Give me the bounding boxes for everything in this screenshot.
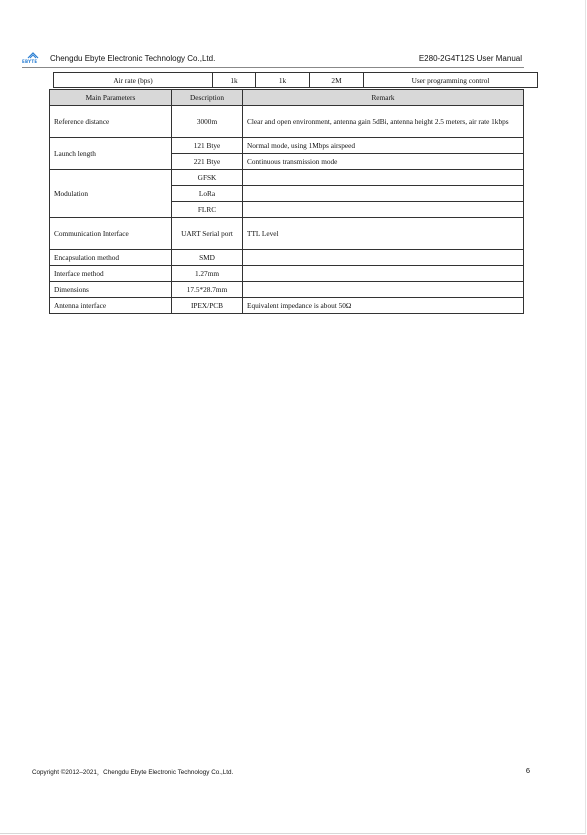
manual-title: E280-2G4T12S User Manual	[418, 54, 522, 63]
air-rate-value: 1k	[256, 73, 310, 88]
param-value: LoRa	[172, 186, 243, 202]
param-value: 1.27mm	[172, 266, 243, 282]
ebyte-logo	[22, 52, 44, 66]
param-label: Reference distance	[50, 106, 172, 138]
table-row	[50, 106, 524, 138]
param-label: Modulation	[50, 170, 172, 218]
column-header: Remark	[243, 90, 524, 106]
air-rate-remark: User programming control	[364, 73, 538, 88]
param-label: Communication Interface	[50, 218, 172, 250]
column-header: Description	[172, 90, 243, 106]
logo-text: EBYTE	[22, 59, 38, 64]
param-value: FLRC	[172, 202, 243, 218]
param-label: Interface method	[50, 266, 172, 282]
page-number: 6	[525, 766, 530, 775]
table-row	[50, 170, 524, 186]
table-row	[50, 218, 524, 250]
table-row	[50, 138, 524, 154]
ebyte-logo-icon	[27, 52, 39, 59]
param-value: UART Serial port	[172, 218, 243, 250]
param-value: 221 Btye	[172, 154, 243, 170]
param-remark: Equivalent impedance is about 50Ω	[243, 298, 524, 314]
param-label: Dimensions	[50, 282, 172, 298]
param-value: 3000m	[172, 106, 243, 138]
param-remark	[243, 266, 524, 282]
param-remark	[243, 170, 524, 186]
param-remark	[243, 202, 524, 218]
param-value: IPEX/PCB	[172, 298, 243, 314]
param-value: 17.5*28.7mm	[172, 282, 243, 298]
param-remark	[243, 250, 524, 266]
table-header-row	[50, 90, 524, 106]
param-remark	[243, 186, 524, 202]
table-row	[50, 298, 524, 314]
page-header	[22, 52, 522, 66]
param-remark	[243, 282, 524, 298]
param-remark: Normal mode, using 1Mbps airspeed	[243, 138, 524, 154]
param-label: Launch length	[50, 138, 172, 170]
param-remark: TTL Level	[243, 218, 524, 250]
column-header: Main Parameters	[50, 90, 172, 106]
table-row	[54, 73, 538, 88]
main-parameters-table	[49, 89, 524, 314]
param-value: SMD	[172, 250, 243, 266]
param-value: 121 Btye	[172, 138, 243, 154]
air-rate-value: 1k	[213, 73, 256, 88]
param-label: Encapsulation method	[50, 250, 172, 266]
header-rule	[22, 67, 524, 68]
air-rate-label: Air rate (bps)	[54, 73, 213, 88]
air-rate-table	[53, 72, 538, 88]
table-row	[50, 250, 524, 266]
copyright-text: Copyright ©2012–2021，Chengdu Ebyte Electronic Technology Co.,Ltd.	[32, 769, 234, 776]
table-row	[50, 282, 524, 298]
param-value: GFSK	[172, 170, 243, 186]
param-remark: Clear and open environment, antenna gain 5dBi, antenna height 2.5 meters, air rate 1kbps	[243, 106, 524, 138]
company-name: Chengdu Ebyte Electronic Technology Co.,Ltd.	[50, 54, 216, 63]
air-rate-value: 2M	[310, 73, 364, 88]
table-row	[50, 266, 524, 282]
param-label: Antenna interface	[50, 298, 172, 314]
param-remark: Continuous transmission mode	[243, 154, 524, 170]
